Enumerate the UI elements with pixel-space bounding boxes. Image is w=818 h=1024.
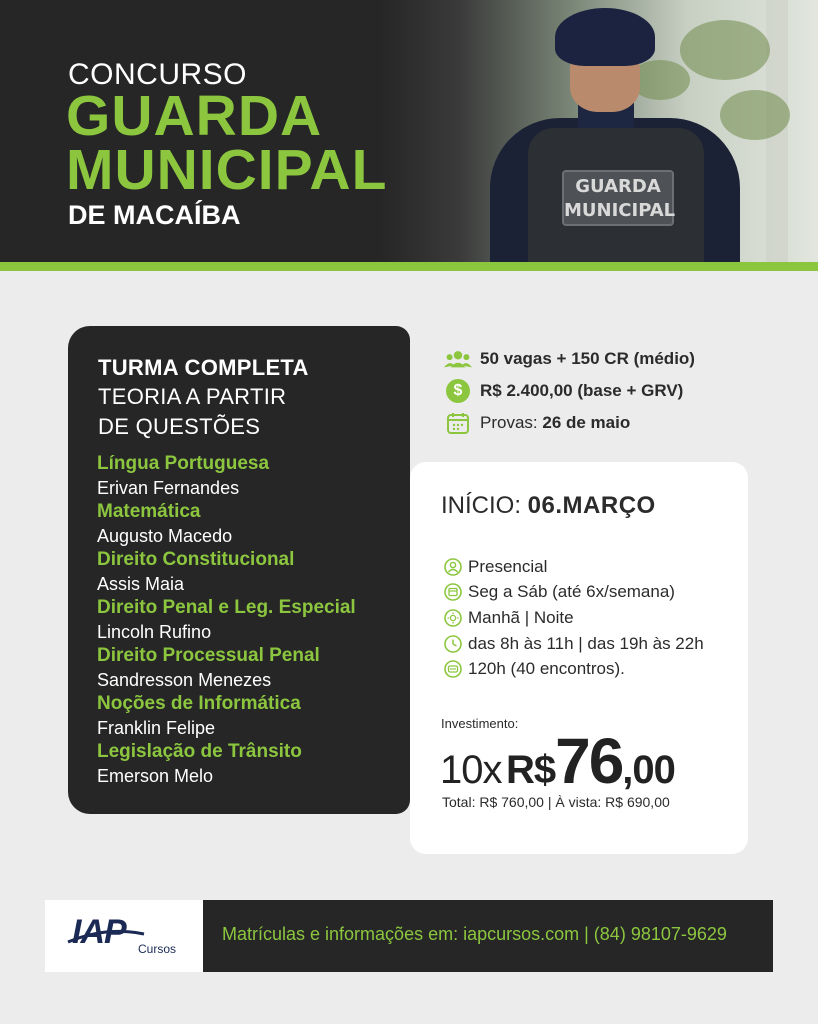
teacher-name: Franklin Felipe — [97, 718, 216, 738]
course-subtitle-1: TEORIA A PARTIR — [98, 384, 287, 409]
sun-icon — [444, 609, 462, 627]
guard-figure — [470, 0, 770, 262]
teacher-name: Sandresson Menezes — [97, 670, 272, 690]
info-vagas — [444, 345, 695, 373]
teacher-name: Assis Maia — [97, 574, 185, 594]
teacher-name: Lincoln Rufino — [97, 622, 212, 642]
total-price: Total: R$ 760,00 | À vista: R$ 690,00 — [442, 794, 670, 810]
salario-text: R$ 2.400,00 (base + GRV) — [480, 381, 684, 400]
header-banner — [0, 0, 818, 262]
subject-list — [97, 452, 407, 788]
logo-subtitle: Cursos — [138, 942, 177, 956]
title-guarda: GUARDA — [66, 84, 323, 148]
beret-icon — [555, 8, 655, 66]
clock-icon — [444, 635, 462, 653]
dollar-icon: $ — [444, 377, 472, 405]
feature-days: Seg a Sáb (até 6x/semana) — [444, 580, 675, 604]
title-macaiba: DE MACAÍBA — [68, 200, 241, 230]
calendar-icon — [444, 409, 472, 437]
contact-info[interactable]: Matrículas e informações em: iapcursos.com | (84) 98107-9629 — [222, 924, 727, 944]
guard-patch: GUARDA MUNICIPAL — [562, 170, 674, 226]
vagas-text: 50 vagas + 150 CR (médio) — [480, 349, 695, 368]
subject-name: Matemática — [97, 501, 201, 522]
provas-text: Provas: 26 de maio — [480, 413, 631, 432]
person-icon — [444, 558, 462, 576]
teacher-name: Erivan Fernandes — [97, 478, 240, 498]
price-integer: 76 — [555, 725, 623, 797]
feature-shifts: Manhã | Noite — [444, 606, 574, 630]
calendar-icon — [444, 583, 462, 601]
subject-name: Noções de Informática — [97, 693, 301, 714]
teacher-name: Augusto Macedo — [97, 526, 233, 546]
currency: R$ — [505, 748, 556, 792]
installments: 10x — [440, 748, 502, 792]
subject-name: Direito Constitucional — [97, 549, 295, 570]
title-municipal: MUNICIPAL — [66, 138, 388, 202]
accent-divider — [0, 262, 818, 271]
feature-duration: 120h (40 encontros). — [444, 657, 625, 681]
teacher-name: Emerson Melo — [97, 766, 214, 786]
price-cents: ,00 — [622, 748, 675, 792]
course-title: TURMA COMPLETA — [98, 355, 309, 380]
subject-name: Direito Penal e Leg. Especial — [97, 597, 356, 618]
course-subtitle-2: DE QUESTÕES — [98, 414, 261, 439]
feature-presencial: Presencial — [444, 555, 547, 579]
title-concurso: CONCURSO — [68, 58, 248, 91]
subject-name: Direito Processual Penal — [97, 645, 320, 666]
chat-icon — [444, 660, 462, 678]
investment-label: Investimento: — [441, 716, 519, 731]
people-icon — [444, 345, 472, 373]
info-provas — [444, 409, 630, 437]
logo: IAP — [72, 913, 126, 951]
feature-hours: das 8h às 11h | das 19h às 22h — [444, 632, 704, 656]
price — [440, 724, 675, 797]
subject-name: Língua Portuguesa — [97, 453, 270, 474]
subject-name: Legislação de Trânsito — [97, 741, 302, 762]
start-date: INÍCIO: 06.MARÇO — [441, 492, 656, 519]
info-salario — [444, 377, 683, 405]
